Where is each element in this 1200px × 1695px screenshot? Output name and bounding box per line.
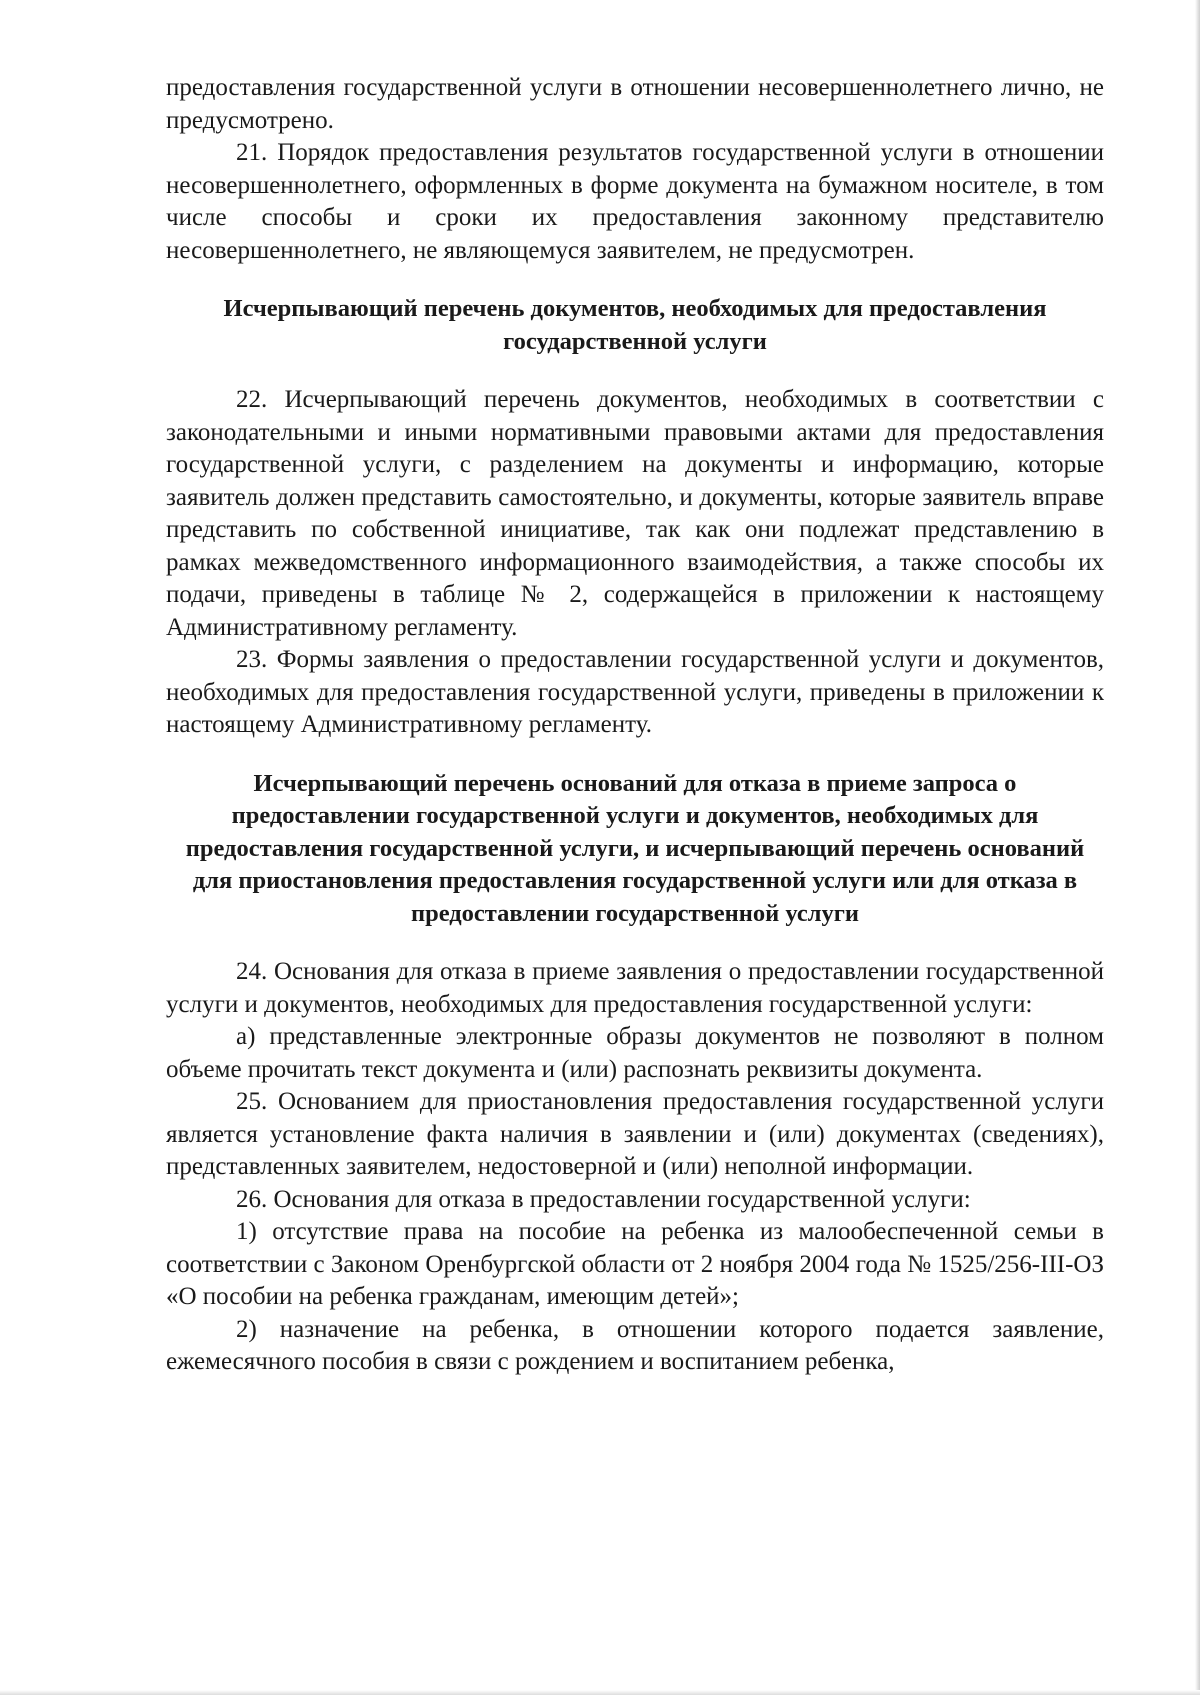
spacer	[166, 742, 1104, 768]
paragraph-25: 25. Основанием для приостановления предоставления государственной услуги является установление факта наличия в заявлении и (или) документах (сведениях), представленных заявителем, недостоверной и (или) неполной информации.	[166, 1088, 1104, 1180]
paragraph-continuation: предоставления государственной услуги в отношении несовершеннолетнего лично, не предусмотрено.	[166, 74, 1104, 134]
spacer	[166, 930, 1104, 956]
scan-bottom-edge	[0, 1690, 1200, 1695]
section-heading-documents: Исчерпывающий перечень документов, необходимых для предоставления государственной услуги	[223, 295, 1047, 355]
paragraph-26-1: 1) отсутствие права на пособие на ребенка из малообеспеченной семьи в соответствии с Законом Оренбургской области от 2 ноября 2004 года № 1525/256-III-ОЗ «О пособии на ребенка гражданам, имеющим детей»;	[166, 1218, 1104, 1310]
paragraph-24-a: а) представленные электронные образы документов не позволяют в полном объеме прочитать текст документа и (или) распознать реквизиты документа.	[166, 1023, 1104, 1083]
paragraph-24: 24. Основания для отказа в приеме заявления о предоставлении государственной услуги и документов, необходимых для предоставления государственной услуги:	[166, 958, 1104, 1018]
spacer	[166, 267, 1104, 293]
document-body	[166, 72, 1104, 1379]
paragraph-21: 21. Порядок предоставления результатов государственной услуги в отношении несовершеннолетнего, оформленных в форме документа на бумажном носителе, в том числе способы и сроки их предоставления законному представителю несовершеннолетнего, не являющемуся заявителем, не предусмотрен.	[166, 139, 1104, 264]
paragraph-26: 26. Основания для отказа в предоставлении государственной услуги:	[236, 1185, 971, 1213]
scan-edge-shadow	[1195, 0, 1200, 1695]
paragraph-22: 22. Исчерпывающий перечень документов, необходимых в соответствии с законодательными и иными нормативными правовыми актами для предоставления государственной услуги, с разделением на документы и информацию, которые заявитель должен представить самостоятельно, и документы, которые заявитель вправе представить по собственной инициативе, так как они подлежат представлению в рамках межведомственного информационного взаимодействия, а также способы их подачи, приведены в таблице № 2, содержащейся в приложении к настоящему Административному регламенту.	[166, 386, 1104, 641]
paragraph-26-2: 2) назначение на ребенка, в отношении которого подается заявление, ежемесячного пособия в связи с рождением и воспитанием ребенка,	[166, 1315, 1104, 1375]
spacer	[166, 358, 1104, 384]
section-heading-refusal-grounds: Исчерпывающий перечень оснований для отказа в приеме запроса о предоставлении государственной услуги и документов, необходимых для предоставления государственной услуги, и исчерпывающий перечень оснований для приостановления предоставления государственной услуги или для отказа в предоставлении государственной услуги	[185, 769, 1085, 927]
paragraph-23: 23. Формы заявления о предоставлении государственной услуги и документов, необходимых для предоставления государственной услуги, приведены в приложении к настоящему Административному регламенту.	[166, 646, 1104, 738]
